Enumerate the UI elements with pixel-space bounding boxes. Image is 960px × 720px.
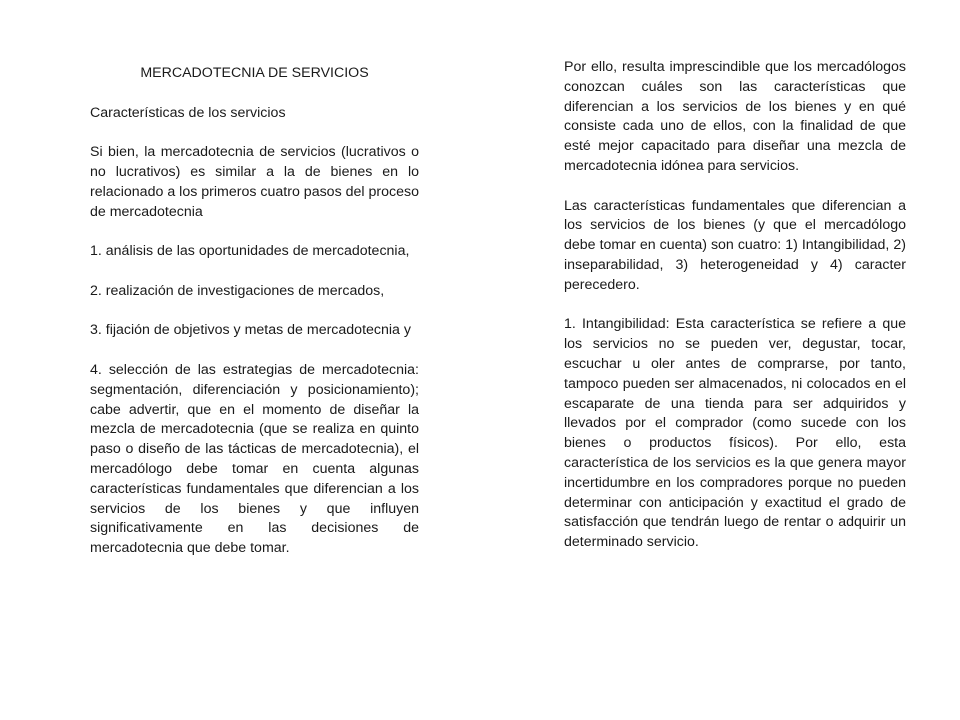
step-3-paragraph: 3. fijación de objetivos y metas de mercadotecnia y [90, 322, 411, 339]
step-4-paragraph: 4. selección de las estrategias de mercadotecnia: segmentación, diferenciación y posicionamiento); cabe advertir, que en el momento de diseñar la mezcla de mercadotecnia (que se realiza en quinto paso o diseño de las tácticas de mercadotecnia), el mercadólogo debe tomar en cuenta algunas características fundamentales que diferencian a los servicios de los bienes y que influyen significativamente en las decisiones de mercadotecnia que debe tomar. [90, 361, 419, 557]
characteristics-paragraph: Las características fundamentales que diferencian a los servicios de los bienes (y que el mercadólogo debe tomar en cuenta) son cuatro: 1) Intangibilidad, 2) inseparabilidad, 3) heterogeneidad y 4) caracter perecedero. [564, 197, 906, 293]
importance-paragraph: Por ello, resulta imprescindible que los mercadólogos conozcan cuáles son las características que diferencian a los servicios de los bienes y en qué consiste cada uno de ellos, con la finalidad de que esté mejor capacitado para diseñar una mezcla de mercadotecnia idónea para servicios. [564, 59, 906, 174]
step-1-paragraph: 1. análisis de las oportunidades de mercadotecnia, [90, 243, 410, 260]
intro-paragraph: Si bien, la mercadotecnia de servicios (lucrativos o no lucrativos) es similar a la de bienes en lo relacionado a los primeros cuatro pasos del proceso de mercadotecnia [90, 144, 419, 220]
left-text-column [90, 64, 419, 559]
step-2-paragraph: 2. realización de investigaciones de mercados, [90, 282, 385, 299]
intangibility-paragraph: 1. Intangibilidad: Esta característica se refiere a que los servicios no se pueden ver, degustar, tocar, escuchar u oler antes de comprarse, por tanto, tampoco pueden ser almacenados, ni colocados en el escaparate de una tienda para ser adquiridos y llevados por el comprador (como sucede con los bienes o productos físicos). Por ello, esta característica de los servicios es la que genera mayor incertidumbre en los compradores porque no pueden determinar con anticipación y exactitud el grado de satisfacción que tendrán luego de rentar o adquirir un determinado servicio. [564, 316, 906, 551]
document-title: MERCADOTECNIA DE SERVICIOS [140, 65, 369, 81]
right-text-column [564, 58, 906, 553]
section-heading: Características de los servicios [90, 104, 286, 121]
